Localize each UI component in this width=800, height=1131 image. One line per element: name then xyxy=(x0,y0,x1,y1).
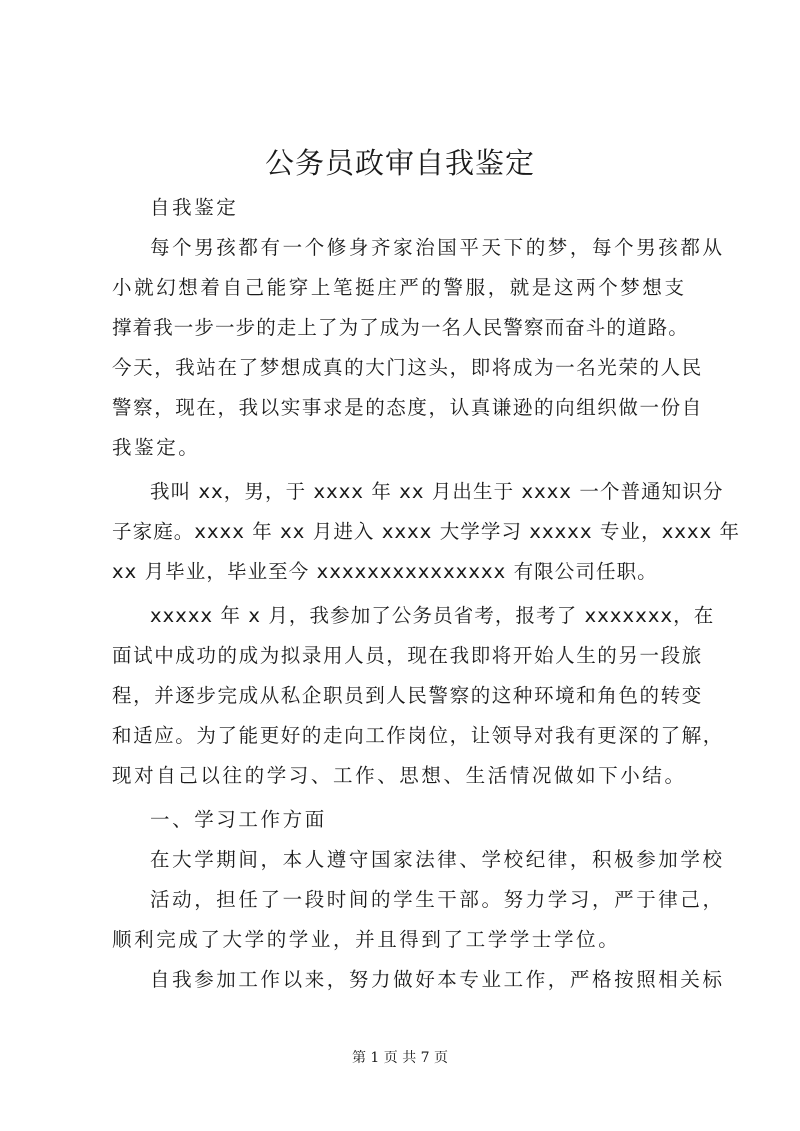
paragraph-line: 我叫 xx，男，于 xxxx 年 xx 月出生于 xxxx 一个普通知识分 xyxy=(150,480,724,503)
paragraph-line: 每个男孩都有一个修身齐家治国平天下的梦，每个男孩都从 xyxy=(150,236,725,259)
paragraph-line: 撑着我一步一步的走上了为了成为一名人民警察而奋斗的道路。 xyxy=(112,316,689,339)
paragraph-line: 在大学期间，本人遵守国家法律、学校纪律，积极参加学校 xyxy=(150,848,725,871)
paragraph-line: 程，并逐步完成从私企职员到人民警察的这种环境和角色的转变 xyxy=(112,684,703,707)
paragraph-line: 现对自己以往的学习、工作、思想、生活情况做如下小结。 xyxy=(112,764,687,787)
paragraph-line: 顺利完成了大学的学业，并且得到了工学学士学位。 xyxy=(112,928,621,951)
document-title: 公务员政审自我鉴定 xyxy=(264,146,535,180)
paragraph-line: 今天，我站在了梦想成真的大门这头，即将成为一名光荣的人民 xyxy=(112,356,703,379)
paragraph-line: 自我参加工作以来，努力做好本专业工作，严格按照相关标 xyxy=(150,968,725,991)
paragraph-line: 和适应。为了能更好的走向工作岗位，让领导对我有更深的了解， xyxy=(112,724,724,747)
paragraph-line: 子家庭。xxxx 年 xx 月进入 xxxx 大学学习 xxxxx 专业，xxxx 年 xyxy=(112,520,741,543)
page-number-footer: 第 1 页 共 7 页 xyxy=(351,1050,449,1066)
paragraph-line: xxxxx 年 x 月，我参加了公务员省考，报考了 xxxxxxx，在 xyxy=(150,604,715,627)
paragraph-line: 小就幻想着自己能穿上笔挺庄严的警服，就是这两个梦想支 xyxy=(112,276,687,299)
paragraph-line: 活动，担任了一段时间的学生干部。努力学习，严于律己， xyxy=(150,888,725,911)
paragraph-line: 警察，现在，我以实事求是的态度，认真谦逊的向组织做一份自 xyxy=(112,396,703,419)
section-heading-self-assessment: 自我鉴定 xyxy=(150,196,239,219)
paragraph-line: 面试中成功的成为拟录用人员，现在我即将开始人生的另一段旅 xyxy=(112,644,703,667)
paragraph-line: 我鉴定。 xyxy=(112,436,201,459)
section-heading-study-work: 一、学习工作方面 xyxy=(150,808,327,831)
paragraph-line: xx 月毕业，毕业至今 xxxxxxxxxxxxxxx 有限公司任职。 xyxy=(112,560,658,583)
